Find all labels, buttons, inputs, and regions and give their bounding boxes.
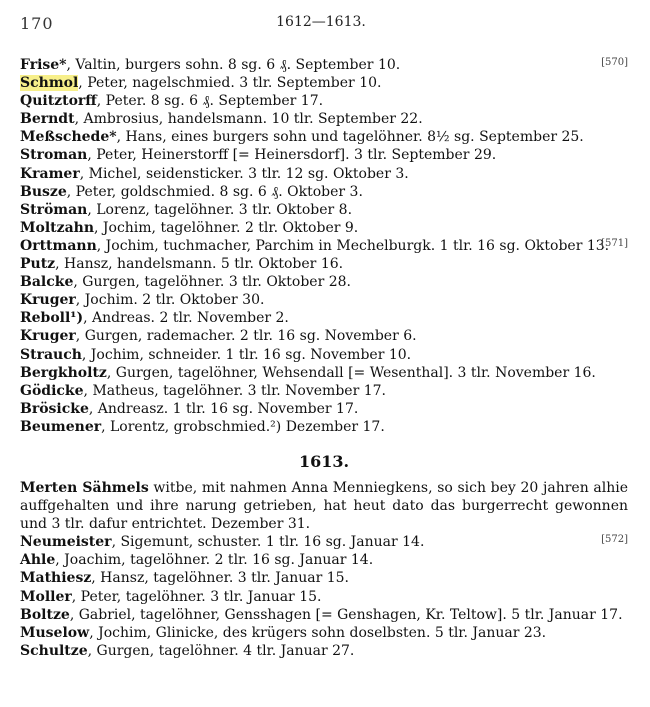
entry-name: Mathiesz [20, 570, 92, 587]
register-entry [20, 183, 628, 201]
entry-text: , Matheus, tagelöhner. 3 tlr. November 17. [83, 382, 386, 399]
entry-name: Strauch [20, 346, 82, 363]
entry-name: Stroman [20, 147, 88, 164]
entry-name: Schultze [20, 642, 88, 659]
register-entry [20, 128, 628, 146]
entry-text: , Hansz, handelsmann. 5 tlr. Oktober 16. [55, 256, 344, 273]
register-entry [20, 418, 628, 436]
entry-text: , Ambrosius, handelsmann. 10 tlr. September 22. [74, 111, 423, 128]
register-entry [20, 146, 628, 164]
register-entry [20, 255, 628, 273]
entries-1612 [20, 56, 628, 436]
register-entry [20, 327, 628, 345]
entry-name: Kramer [20, 165, 80, 182]
entry-text: , Michel, seidensticker. 3 tlr. 12 sg. Oktober 3. [79, 165, 409, 182]
entry-name: Neumeister [20, 534, 112, 551]
entry-name: Beumener [20, 418, 102, 435]
register-entry [20, 588, 628, 606]
register-entry [20, 569, 628, 587]
entry-text: , Hans, eines burgers sohn und tagelöhner. 8½ sg. September 25. [116, 129, 584, 146]
entry-name: Brösicke [20, 400, 89, 417]
entry-text: , Gurgen, tagelöhner. 3 tlr. Oktober 28. [73, 274, 352, 291]
register-entry [20, 382, 628, 400]
entry-name: Meßschede* [20, 129, 117, 146]
entries-column [20, 56, 628, 660]
register-entry [20, 273, 628, 291]
entry-text: , Jochim, Glinicke, des krügers sohn doselbsten. 5 tlr. Januar 23. [89, 624, 547, 641]
register-entry [20, 291, 628, 309]
entry-text: , Gurgen, rademacher. 2 tlr. 16 sg. November 6. [75, 328, 417, 345]
entry-text: , Peter, Heinerstorff [= Heinersdorf]. 3 tlr. September 29. [87, 147, 497, 164]
register-entry [20, 201, 628, 219]
entry-text: , Peter, nagelschmied. 3 tlr. September 10. [78, 75, 382, 92]
entry-text: , Joachim, tagelöhner. 2 tlr. 16 sg. Januar 14. [55, 552, 374, 569]
page-header [20, 14, 622, 36]
register-entry [20, 110, 628, 128]
entries-1613 [20, 479, 628, 660]
entry-name: Orttmann [20, 237, 97, 254]
register-entry [20, 551, 628, 569]
entry-text: , Gabriel, tagelöhner, Gensshagen [= Genshagen, Kr. Teltow]. 5 tlr. Januar 17. [69, 606, 623, 623]
margin-reference: [571] [601, 237, 628, 249]
entry-text: witbe, mit nahmen Anna Menniegkens, so sich bey 20 jahren alhie auffgehalten und ihre narung getrieben, hat heut dato das burgerrecht gewonnen und 3 tlr. dafur entrichtet. Dezember 31. [20, 479, 628, 533]
entry-text: , Jochim, tagelöhner. 2 tlr. Oktober 9. [94, 219, 359, 236]
entry-name: Bergkholtz [20, 364, 107, 381]
entry-text: , Hansz, tagelöhner. 3 tlr. Januar 15. [91, 570, 349, 587]
entry-name: Moltzahn [20, 219, 94, 236]
register-entry [20, 309, 628, 327]
entry-text: , Sigemunt, schuster. 1 tlr. 16 sg. Januar 14. [111, 534, 425, 551]
entry-name: Ströman [20, 201, 88, 218]
entry-text: , Jochim. 2 tlr. Oktober 30. [75, 292, 265, 309]
entry-name: Muselow [20, 624, 90, 641]
entry-name: Ahle [20, 552, 56, 569]
register-entry [20, 346, 628, 364]
entry-name: Frise* [20, 57, 67, 73]
register-entry [20, 165, 628, 183]
running-head: 1612—1613. [276, 14, 366, 30]
register-entry [20, 606, 628, 624]
entry-text: , Valtin, burgers sohn. 8 sg. 6 ₰. September 10. [66, 57, 401, 73]
entry-text: , Jochim, tuchmacher, Parchim in Mechelburgk. 1 tlr. 16 sg. Oktober 13. [96, 237, 610, 254]
entry-text: , Peter, goldschmied. 8 sg. 6 ₰. Oktober 3. [66, 183, 363, 200]
entry-name: Gödicke [20, 382, 84, 399]
entry-name: Kruger [20, 292, 76, 309]
page-number: 170 [20, 14, 54, 33]
register-entry [20, 642, 628, 660]
register-entry [20, 364, 628, 382]
entry-name: Moller [20, 588, 72, 605]
entry-name: Putz [20, 256, 56, 273]
entry-name: Reboll¹) [20, 310, 84, 327]
register-entry [20, 219, 628, 237]
register-entry [20, 624, 628, 642]
entry-text: , Lorentz, grobschmied.²) Dezember 17. [101, 418, 385, 435]
entry-text: , Gurgen, tagelöhner, Wehsendall [= Wesenthal]. 3 tlr. November 16. [106, 364, 596, 381]
register-entry [20, 533, 628, 551]
year-heading: 1613. [298, 451, 350, 471]
entry-name: Quitztorff [20, 93, 97, 110]
entry-text: , Jochim, schneider. 1 tlr. 16 sg. November 10. [81, 346, 412, 363]
entry-text: , Gurgen, tagelöhner. 4 tlr. Januar 27. [87, 642, 355, 659]
entry-text: , Andreas. 2 tlr. November 2. [83, 310, 289, 327]
entry-text: , Lorenz, tagelöhner. 3 tlr. Oktober 8. [87, 201, 353, 218]
register-entry [20, 74, 628, 92]
entry-name: Merten Sähmels [20, 479, 149, 496]
entry-name: Kruger [20, 328, 76, 345]
register-entry [20, 56, 628, 74]
register-entry [20, 92, 628, 110]
register-entry [20, 479, 628, 533]
register-entry [20, 400, 628, 418]
margin-reference: [570] [601, 57, 628, 68]
register-entry [20, 237, 628, 255]
highlighted-entry-name: Schmol [20, 75, 79, 92]
entry-name: Boltze [20, 606, 70, 623]
entry-name: Balcke [20, 274, 74, 291]
entry-name: Berndt [20, 111, 75, 128]
entry-text: , Peter. 8 sg. 6 ₰. September 17. [96, 93, 324, 110]
entry-text: , Andreasz. 1 tlr. 16 sg. November 17. [88, 400, 359, 417]
margin-reference: [572] [601, 534, 628, 546]
entry-name: Busze [20, 183, 67, 200]
entry-text: , Peter, tagelöhner. 3 tlr. Januar 15. [71, 588, 322, 605]
